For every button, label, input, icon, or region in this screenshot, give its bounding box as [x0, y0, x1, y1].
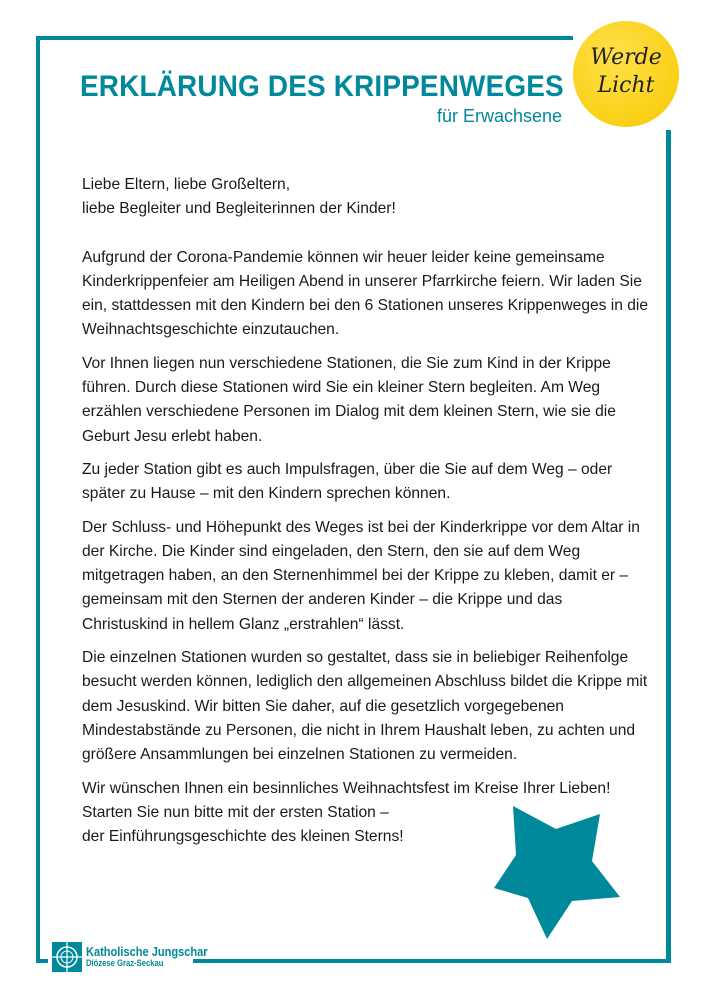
greeting-line: liebe Begleiter und Begleiterinnen der Kinder!: [82, 200, 396, 218]
page-subtitle: für Erwachsene: [436, 106, 562, 126]
badge-line1: Werde: [590, 45, 662, 70]
katholische-jungschar-logo: [52, 942, 229, 972]
closing-line: Wir wünschen Ihnen ein besinnliches Weihnachtsfest im Kreise Ihrer Lieben!: [82, 779, 611, 797]
jungschar-logo-icon: [52, 942, 82, 972]
paragraph: Der Schluss- und Höhepunkt des Weges ist bei der Kinderkrippe vor dem Altar in der Kirche. Die Kinder sind eingeladen, den Stern, den sie auf dem Weg mitgetragen haben, an den Sternenhimmel bei der Krippe zu kleben, damit er – gemeinsam mit den Sternen der anderen Kinder – die Krippe und das Christuskind in hellem Glanz „erstrahlen“ lässt.: [82, 518, 640, 633]
paragraph: Aufgrund der Corona-Pandemie können wir heuer leider keine gemeinsame Kinderkrippenfeier am Heiligen Abend in unserer Pfarrkirche feiern. Wir laden Sie ein, stattdessen mit den Kindern bei den 6 Stationen unseres Krippenweges in die Weihnachtsgeschichte einzutauchen.: [82, 248, 649, 339]
closing-line: der Einführungsgeschichte des kleinen Sterns!: [82, 828, 404, 846]
org-name: Katholische Jungschar: [86, 944, 208, 959]
org-diocese: Diözese Graz-Seckau: [86, 958, 164, 968]
greeting-line: Liebe Eltern, liebe Großeltern,: [82, 176, 291, 193]
closing-line: Starten Sie nun bitte mit der ersten Station –: [82, 803, 389, 821]
paragraph: Die einzelnen Stationen wurden so gestaltet, dass sie in beliebiger Reihenfolge besucht werden können, lediglich den allgemeinen Abschluss bildet die Krippe mit dem Jesuskind. Wir bitten Sie daher, auf die gesetzlich vorgegebenen Mindestabstände zu Personen, die nicht in Ihrem Haushalt leben, zu achten und größere Ansammlungen bei einzelnen Stationen zu vermeiden.: [82, 649, 648, 764]
paragraph: Zu jeder Station gibt es auch Impulsfragen, über die Sie auf dem Weg – oder später zu Hause – mit den Kindern sprechen können.: [82, 460, 613, 503]
page-title: ERKLÄRUNG DES KRIPPENWEGES: [80, 70, 564, 103]
badge-line2: Licht: [597, 73, 655, 98]
paragraph: Vor Ihnen liegen nun verschiedene Stationen, die Sie zum Kind in der Krippe führen. Durch diese Stationen wird Sie ein kleiner Stern begleiten. Am Weg erzählen verschiedene Personen im Dialog mit dem kleinen Stern, wie sie die Geburt Jesu erlebt haben.: [82, 354, 616, 445]
